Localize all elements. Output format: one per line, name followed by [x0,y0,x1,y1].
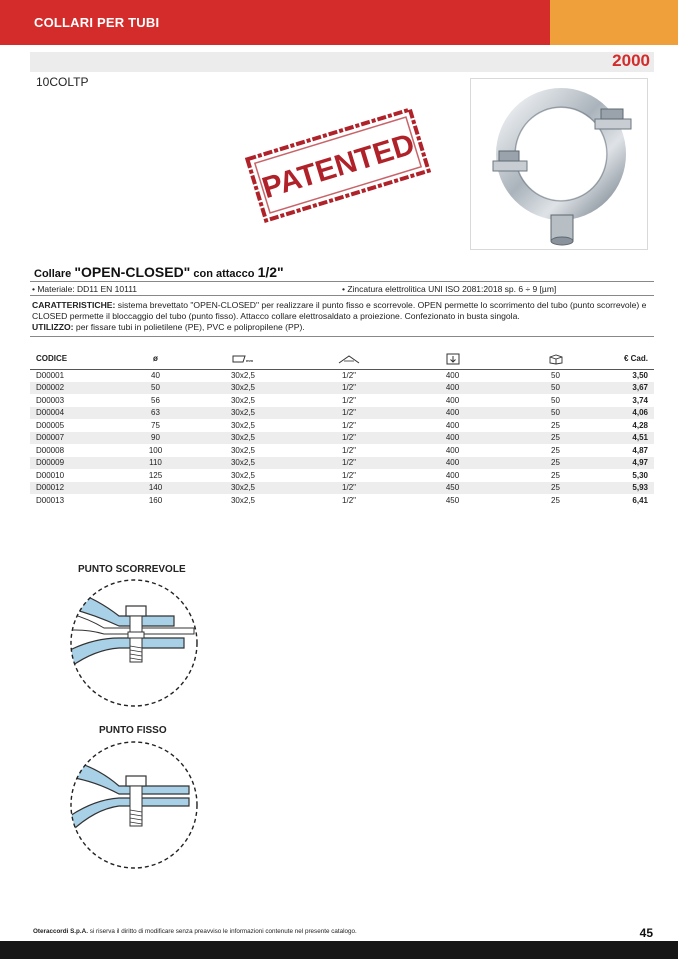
product-code: 10COLTP [36,75,89,89]
stamp-text: PATENTED [258,127,419,206]
thread-icon [338,354,360,364]
table-row: D00005 75 30x2,5 1/2" 400 25 4,28 [36,420,648,430]
table-row: D00001 40 30x2,5 1/2" 400 50 3,50 [36,371,648,380]
table-row: D00009 110 30x2,5 1/2" 400 25 4,97 [30,457,654,470]
table-row: D00003 56 30x2,5 1/2" 400 50 3,74 [36,395,648,405]
code-band [30,52,654,72]
coating-spec: • Zincatura elettrolitica UNI ISO 2081:2018 sp. 6 ÷ 9 [µm] [342,284,557,294]
table-row: D00010 125 30x2,5 1/2" 400 25 5,30 [36,470,648,480]
accent-block [550,0,678,45]
footer-disclaimer: Oteraccordi S.p.A. si riserva il diritto di modificare senza preavviso le informazioni contenute nel presente catalogo. [33,928,357,935]
sliding-point-diagram [64,576,204,715]
patented-stamp [244,106,433,224]
fixed-point-diagram [64,738,204,877]
divider [30,281,654,282]
table-row: D00004 63 30x2,5 1/2" 400 50 4,06 [30,407,654,420]
category-banner [0,0,550,45]
table-row: D00008 100 30x2,5 1/2" 400 25 4,87 [36,445,648,455]
header-bar [0,0,678,45]
svg-text:mm: mm [246,357,254,363]
product-photo [470,78,648,250]
band-size-icon [231,354,255,364]
col-header-price: € Cad. [607,349,654,369]
material-spec: • Materiale: DD11 EN 10111 [32,284,138,294]
divider [30,336,654,337]
divider [30,295,654,296]
table-row: D00012 140 30x2,5 1/2" 450 25 5,93 [30,482,654,495]
table-row: D00013 160 30x2,5 1/2" 450 25 6,41 [36,495,648,505]
product-title: Collare "OPEN-CLOSED" con attacco 1/2" [34,264,284,280]
series-number: 2000 [612,51,650,70]
fixed-point-label: PUNTO FISSO [99,725,167,736]
col-header-code: CODICE [30,349,122,369]
bottom-bar [0,941,678,959]
sliding-point-label: PUNTO SCORREVOLE [78,564,186,575]
col-header-diameter: ø [122,349,189,369]
category-title: COLLARI PER TUBI [34,15,160,30]
product-description: CARATTERISTICHE: sistema brevettato "OPEN-CLOSED" per realizzare il punto fisso e scorrevole. OPEN permette lo scorrimento del tubo (punto scorrevole) e CLOSED permette il bloccaggio del tubo (punto fisso). Attacco collare elettrosaldato a proiezione. Confezionato in busta singola. UTILIZZO: per fissare tubi in polietilene (PE), PVC e polipropilene (PP). [32,300,647,332]
table-row: D00002 50 30x2,5 1/2" 400 50 3,67 [30,382,654,395]
load-icon [446,353,460,365]
price-table [30,349,654,507]
table-row: D00007 90 30x2,5 1/2" 400 25 4,51 [30,432,654,445]
box-quantity-icon [548,353,564,365]
page-number: 45 [639,926,653,940]
